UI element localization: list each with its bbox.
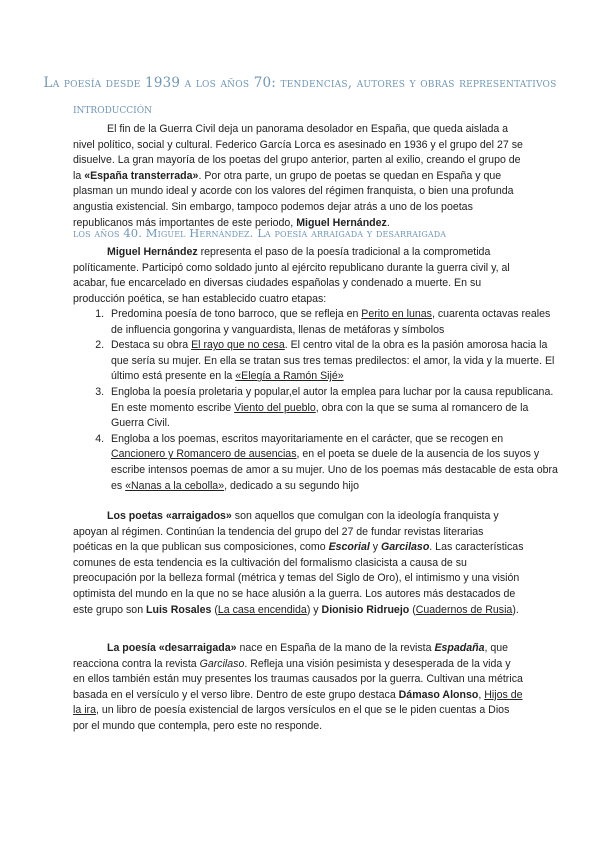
document-title: La poesía desde 1939 a los años 70: tendencias, autores y obras representativos — [43, 75, 557, 91]
stages-list — [73, 307, 559, 494]
list-item: 2. Destaca su obra El rayo que no cesa. El centro vital de la obra es la pasión amorosa hacia la que sería su mujer. En ella se tratan sus tres temas predilectos: el amor, la vida y la muerte. El último está presente en la «Elegía a Ramón Sijé» — [107, 338, 559, 385]
desarraigada-paragraph: La poesía «desarraigada» nace en España de la mano de la revista Espadaña, que reacciona contra la revista Garcilaso. Refleja una visión pesimista y desesperada de la vida y en ellos también están muy presentes los traumas causados por la guerra. Cultivan una métrica basada en el versículo y el verso libre. Dentro de este grupo destaca Dámaso Alonso, Hijos de la ira, un libro de poesía existencial de largos versículos en el que se le piden cuentas a Dios por el mundo que contempla, pero este no responde. — [73, 642, 523, 732]
work-title: «Nanas a la cebolla» — [125, 479, 225, 492]
arraigados-paragraph: Los poetas «arraigados» son aquellos que comulgan con la ideología franquista y apoyan al régimen. Continúan la tendencia del grupo del 27 de fundar revistas literarias poéticas en la que publican sus composiciones, como Escorial y Garcilaso. Las características comunes de esta tendencia es la cultivación del formalismo clasicista a causa de su preocupación por la belleza formal (métrica y temas del Siglo de Oro), el intimismo y una visión optimista del mundo en la que no se hace alusión a la guerra. Los autores más destacados de este grupo son Luis Rosales (La casa encendida) y Dionisio Ridruejo (Cuadernos de Rusia). — [73, 510, 524, 616]
miguel-hernandez-paragraph: Miguel Hernández representa el paso de la poesía tradicional a la comprometida políticamente. Participó como soldado junto al ejército republicano durante la guerra civil y, al acabar, fue encarcelado en diversas ciudades españolas y condenado a muerte. En su producción poética, se han establecido cuatro etapas: — [73, 246, 510, 305]
work-title: «Elegía a Ramón Sijé» — [235, 370, 344, 383]
work-title: Viento del pueblo — [234, 401, 316, 414]
section-heading-anos-40: los años 40. Miguel Hernández. La poesía arraigada y desarraigada — [73, 226, 447, 240]
list-item: 1. Predomina poesía de tono barroco, que se refleja en Perito en lunas, cuarenta octavas reales de influencia gongorina y vanguardista, llenas de metáforas y símbolos — [107, 307, 559, 338]
work-title: Perito en lunas — [361, 308, 432, 320]
intro-paragraph: El fin de la Guerra Civil deja un panorama desolador en España, que queda aislada a nivel político, social y cultural. Federico García Lorca es asesinado en 1936 y el grupo del 27 se disuelve. La gran mayoría de los poetas del grupo anterior, parten al exilio, creando el grupo de la «España transterrada». Por otra parte, un grupo de poetas se quedan en España y que plasman un mundo ideal y acorde con los valores del régimen franquista, o bien una profunda angustia existencial. Sin embargo, tampoco podemos dejar atrás a uno de los poetas republicanos más importantes de este periodo, Miguel Hernández. — [73, 123, 523, 229]
work-title: Hijos de la ira — [73, 688, 523, 717]
work-title: El rayo que no cesa — [191, 339, 285, 352]
section-heading-introduccion: introducción — [73, 101, 152, 116]
list-item: 3. Engloba la poesía proletaria y popular,el autor la emplea para luchar por la causa republicana. En este momento escribe Viento del pueblo, obra con la que se suma al romancero de la Guerra Civil. — [107, 385, 559, 432]
work-title: Cancionero y Romancero de ausencias — [111, 448, 297, 461]
work-title: Cuadernos de Rusia — [415, 603, 513, 616]
work-title: La casa encendida — [217, 603, 307, 616]
list-item: 4. Engloba a los poemas, escritos mayoritariamente en el carácter, que se recogen en Cancionero y Romancero de ausencias, en el poeta se duele de la ausencia de los suyos y escribe intensos poemas de amor a su mujer. Uno de los poemas más destacable de esta obra es «Nanas a la cebolla», dedicado a su segundo hijo — [107, 432, 559, 494]
